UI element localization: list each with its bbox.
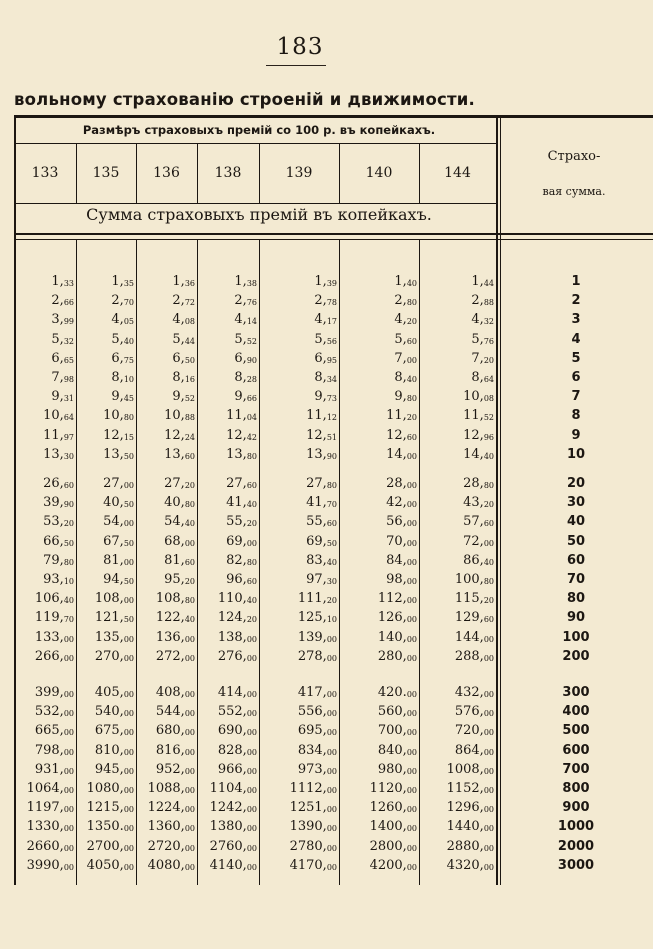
table-cell: $39,_{90}$ bbox=[43, 495, 74, 511]
table-cell: $7,_{00}$ bbox=[394, 350, 417, 366]
table-cell: $11,_{20}$ bbox=[386, 408, 417, 424]
page-number-rule bbox=[266, 65, 326, 66]
table-cell: $4200,_{00}$ bbox=[369, 857, 417, 873]
table-cell: $136,_{00}$ bbox=[155, 629, 195, 645]
table-cell: $144,_{00}$ bbox=[454, 629, 494, 645]
table-cell: $124,_{20}$ bbox=[217, 610, 257, 626]
table-cell: $1330,_{00}$ bbox=[26, 819, 74, 835]
table-cell: $140,_{00}$ bbox=[377, 629, 417, 645]
table-cell: $6,_{50}$ bbox=[172, 350, 195, 366]
table-cell: $1080,_{00}$ bbox=[86, 781, 134, 796]
table-cell: $2,_{66}$ bbox=[51, 293, 74, 309]
table-cell: $1,_{33}$ bbox=[51, 274, 74, 289]
table-cell: $1088,_{00}$ bbox=[147, 781, 195, 796]
table-cell: $12,_{60}$ bbox=[386, 427, 417, 443]
sum-insured: 300 bbox=[562, 685, 590, 700]
table-cell: $1152,_{00}$ bbox=[446, 781, 494, 796]
table-cell: $1390,_{00}$ bbox=[289, 819, 337, 835]
table-cell: $680,_{00}$ bbox=[155, 723, 195, 739]
table-cell: $4080,_{00}$ bbox=[147, 857, 195, 873]
table-cell: $108,_{80}$ bbox=[155, 591, 195, 607]
table-cell: $106,_{40}$ bbox=[34, 591, 74, 607]
table-cell: $7,_{20}$ bbox=[471, 350, 494, 366]
table-cell: $8,_{40}$ bbox=[394, 370, 417, 385]
header-rule-1 bbox=[14, 143, 496, 144]
table-cell: $4,_{05}$ bbox=[111, 312, 134, 328]
table-cell: $100,_{80}$ bbox=[454, 572, 494, 587]
table-cell: $81,_{00}$ bbox=[103, 552, 134, 568]
sum-column-rule bbox=[496, 115, 498, 885]
table-cell: $544,_{00}$ bbox=[155, 704, 195, 720]
table-cell: $54,_{00}$ bbox=[103, 514, 134, 530]
table-cell: $5,_{60}$ bbox=[394, 331, 417, 347]
table-cell: $2780,_{00}$ bbox=[289, 838, 337, 854]
table-cell: $556,_{00}$ bbox=[297, 704, 337, 720]
table-cell: $3,_{99}$ bbox=[51, 312, 74, 328]
table-cell: $9,_{52}$ bbox=[172, 389, 195, 405]
table-cell: $108,_{00}$ bbox=[94, 591, 134, 607]
table-cell: $70,_{00}$ bbox=[386, 533, 417, 549]
sum-insured: 30 bbox=[566, 495, 586, 511]
rate-header: 136 bbox=[153, 165, 180, 181]
table-cell: $2700,_{00}$ bbox=[86, 838, 134, 854]
table-cell: $97,_{30}$ bbox=[306, 572, 337, 587]
table-cell: $40,_{80}$ bbox=[164, 495, 195, 511]
table-cell: $2,_{80}$ bbox=[394, 293, 417, 309]
table-cell: $9,_{66}$ bbox=[234, 389, 257, 405]
table-cell: $43,_{20}$ bbox=[463, 495, 494, 511]
table-cell: $288,_{00}$ bbox=[454, 648, 494, 664]
table-cell: $2,_{78}$ bbox=[314, 293, 337, 309]
table-cell: $115,_{20}$ bbox=[454, 591, 494, 607]
table-cell: $1,_{35}$ bbox=[111, 274, 134, 289]
table-cell: $1360,_{00}$ bbox=[147, 819, 195, 835]
table-cell: $125,_{10}$ bbox=[297, 610, 337, 626]
table-cell: $4,_{14}$ bbox=[234, 312, 257, 328]
table-cell: $26,_{60}$ bbox=[43, 476, 74, 491]
table-cell: $675,_{00}$ bbox=[94, 723, 134, 739]
table-cell: $42,_{00}$ bbox=[386, 495, 417, 511]
sum-insured: 4 bbox=[571, 331, 581, 347]
table-cell: $270,_{00}$ bbox=[94, 648, 134, 664]
table-cell: $1,_{39}$ bbox=[314, 274, 337, 289]
table-cell: $9,_{31}$ bbox=[51, 389, 74, 405]
sum-insured: 900 bbox=[562, 800, 590, 816]
table-cell: $8,_{64}$ bbox=[471, 370, 494, 385]
table-cell: $6,_{75}$ bbox=[111, 350, 134, 366]
sum-insured: 500 bbox=[562, 723, 590, 739]
table-cell: $560,_{00}$ bbox=[377, 704, 417, 720]
sum-insured: 90 bbox=[566, 610, 586, 626]
table-cell: $1224,_{00}$ bbox=[147, 800, 195, 816]
table-cell: $1104,_{00}$ bbox=[209, 781, 257, 796]
table-cell: $952,_{00}$ bbox=[155, 761, 195, 777]
sum-insured: 200 bbox=[562, 648, 590, 664]
table-cell: $973,_{00}$ bbox=[297, 761, 337, 777]
table-cell: $4320,_{00}$ bbox=[446, 857, 494, 873]
table-cell: $11,_{97}$ bbox=[43, 427, 74, 443]
rate-header: 133 bbox=[31, 165, 59, 181]
table-cell: $69,_{50}$ bbox=[306, 533, 337, 549]
sum-insured: 40 bbox=[566, 514, 586, 530]
table-cell: $6,_{65}$ bbox=[51, 350, 74, 366]
table-cell: $1197,_{00}$ bbox=[26, 800, 74, 816]
table-cell: $405,_{00}$ bbox=[94, 685, 134, 700]
table-cell: $720,_{00}$ bbox=[454, 723, 494, 739]
table-cell: $1,_{44}$ bbox=[471, 274, 494, 289]
table-cell: $119,_{70}$ bbox=[34, 610, 74, 626]
table-cell: $576,_{00}$ bbox=[454, 704, 494, 720]
table-cell: $1,_{36}$ bbox=[172, 274, 195, 289]
table-cell: $8,_{28}$ bbox=[234, 370, 257, 385]
sum-insured: 600 bbox=[562, 742, 590, 758]
table-cell: $1112,_{00}$ bbox=[289, 781, 337, 796]
sum-insured: 3000 bbox=[557, 857, 595, 873]
table-cell: $28,_{00}$ bbox=[386, 476, 417, 491]
table-cell: $68,_{00}$ bbox=[164, 533, 195, 549]
table-cell: $27,_{20}$ bbox=[164, 476, 195, 491]
table-cell: $66,_{50}$ bbox=[43, 533, 74, 549]
table-cell: $864,_{00}$ bbox=[454, 742, 494, 758]
table-cell: $700,_{00}$ bbox=[377, 723, 417, 739]
table-cell: $13,_{80}$ bbox=[226, 446, 257, 462]
table-cell: $532,_{00}$ bbox=[34, 704, 74, 720]
sum-header-line1: Страхо- bbox=[547, 149, 601, 164]
table-cell: $840,_{00}$ bbox=[377, 742, 417, 758]
table-cell: $11,_{04}$ bbox=[226, 408, 257, 424]
sum-insured: 7 bbox=[571, 389, 581, 405]
table-cell: $1440,_{00}$ bbox=[446, 819, 494, 835]
table-cell: $121,_{50}$ bbox=[94, 610, 134, 626]
page-number: 183 bbox=[276, 34, 324, 60]
table-cell: $41,_{70}$ bbox=[306, 495, 337, 511]
sum-insured: 1 bbox=[571, 274, 581, 289]
table-cell: $67,_{50}$ bbox=[103, 533, 134, 549]
table-cell: $272,_{00}$ bbox=[155, 648, 195, 664]
table-cell: $1400,_{00}$ bbox=[369, 819, 417, 835]
table-cell: $93,_{10}$ bbox=[43, 572, 74, 587]
sum-insured: 50 bbox=[566, 533, 586, 549]
table-cell: $53,_{20}$ bbox=[43, 514, 74, 530]
table-cell: $1242,_{00}$ bbox=[209, 800, 257, 816]
table-cell: $126,_{00}$ bbox=[377, 610, 417, 626]
table-cell: $55,_{60}$ bbox=[306, 514, 337, 530]
table-cell: $540,_{00}$ bbox=[94, 704, 134, 720]
table-cell: $135,_{00}$ bbox=[94, 629, 134, 645]
table-cell: $13,_{90}$ bbox=[306, 446, 337, 462]
header-bottom-rule-thin bbox=[14, 239, 653, 240]
table-cell: $94,_{50}$ bbox=[103, 572, 134, 587]
table-cell: $2880,_{00}$ bbox=[446, 838, 494, 854]
rate-header: 139 bbox=[285, 165, 313, 181]
table-cell: $4,_{20}$ bbox=[394, 312, 417, 328]
table-cell: $4170,_{00}$ bbox=[289, 857, 337, 873]
table-cell: $13,_{60}$ bbox=[164, 446, 195, 462]
table-cell: $9,_{73}$ bbox=[314, 389, 337, 405]
table-cell: $2,_{72}$ bbox=[172, 293, 195, 309]
table-cell: $816,_{00}$ bbox=[155, 742, 195, 758]
sum-insured: 9 bbox=[571, 427, 581, 443]
sum-insured: 3 bbox=[571, 312, 581, 328]
table-cell: $408,_{00}$ bbox=[155, 685, 195, 700]
table-cell: $5,_{52}$ bbox=[234, 331, 257, 347]
table-cell: $552,_{00}$ bbox=[217, 704, 257, 720]
table-cell: $7,_{98}$ bbox=[51, 370, 74, 385]
sum-insured: 10 bbox=[566, 446, 586, 462]
table-cell: $980,_{00}$ bbox=[377, 761, 417, 777]
table-cell: $266,_{00}$ bbox=[34, 648, 74, 664]
table-cell: $4140,_{00}$ bbox=[209, 857, 257, 873]
table-cell: $2660,_{00}$ bbox=[26, 838, 74, 854]
table-cell: $98,_{00}$ bbox=[386, 572, 417, 587]
table-cell: $828,_{00}$ bbox=[217, 742, 257, 758]
table-cell: $10,_{88}$ bbox=[164, 408, 195, 424]
rate-header: 138 bbox=[214, 165, 242, 181]
table-cell: $931,_{00}$ bbox=[34, 761, 74, 777]
sum-insured: 400 bbox=[562, 704, 590, 720]
table-cell: $4,_{17}$ bbox=[314, 312, 337, 328]
table-cell: $278,_{00}$ bbox=[297, 648, 337, 664]
sum-insured: 70 bbox=[566, 572, 586, 587]
sum-insured: 5 bbox=[571, 350, 581, 366]
table-cell: $6,_{95}$ bbox=[314, 350, 337, 366]
table-cell: $13,_{30}$ bbox=[43, 446, 74, 462]
table-cell: $417,_{00}$ bbox=[297, 685, 337, 700]
table-cell: $798,_{00}$ bbox=[34, 742, 74, 758]
table-cell: $133,_{00}$ bbox=[34, 629, 74, 645]
table-cell: $4,_{32}$ bbox=[471, 312, 494, 328]
table-cell: $695,_{00}$ bbox=[297, 723, 337, 739]
running-title: вольному страхованію строеній и движимости. bbox=[14, 90, 475, 109]
table-cell: $8,_{34}$ bbox=[314, 370, 337, 385]
table-cell: $1064,_{00}$ bbox=[26, 781, 74, 796]
table-cell: $12,_{42}$ bbox=[226, 427, 257, 443]
table-cell: $276,_{00}$ bbox=[217, 648, 257, 664]
table-cell: $1008,_{00}$ bbox=[446, 761, 494, 777]
table-cell: $81,_{60}$ bbox=[164, 552, 195, 568]
table-cell: $40,_{50}$ bbox=[103, 495, 134, 511]
sum-insured: 1000 bbox=[557, 819, 595, 835]
table-cell: $95,_{20}$ bbox=[164, 572, 195, 587]
table-cell: $1260,_{00}$ bbox=[369, 800, 417, 816]
table-cell: $414,_{00}$ bbox=[217, 685, 257, 700]
table-cell: $57,_{60}$ bbox=[463, 514, 494, 530]
table-cell: $138,_{00}$ bbox=[217, 629, 257, 645]
table-cell: $14,_{40}$ bbox=[463, 446, 494, 462]
table-cell: $11,_{52}$ bbox=[463, 408, 494, 424]
table-cell: $56,_{00}$ bbox=[386, 514, 417, 530]
table-cell: $27,_{80}$ bbox=[306, 476, 337, 491]
table-cell: $12,_{15}$ bbox=[103, 427, 134, 443]
table-cell: $2760,_{00}$ bbox=[209, 838, 257, 854]
table-cell: $41,_{40}$ bbox=[226, 495, 257, 511]
table-cell: $11,_{12}$ bbox=[306, 408, 337, 424]
rate-header: 135 bbox=[92, 165, 120, 181]
table-cell: $4,_{08}$ bbox=[172, 312, 195, 328]
table-cell: $139,_{00}$ bbox=[297, 629, 337, 645]
sum-header-line2: вая сумма. bbox=[542, 185, 606, 198]
table-cell: $2,_{76}$ bbox=[234, 293, 257, 309]
sum-insured: 8 bbox=[571, 408, 581, 424]
table-cell: $399,_{00}$ bbox=[34, 685, 74, 700]
sum-insured: 2000 bbox=[557, 838, 595, 854]
table-cell: $1120,_{00}$ bbox=[369, 781, 417, 796]
table-cell: $96,_{60}$ bbox=[226, 572, 257, 587]
table-cell: $10,_{64}$ bbox=[43, 408, 74, 424]
table-cell: $3990,_{00}$ bbox=[26, 857, 74, 873]
table-cell: $5,_{32}$ bbox=[51, 331, 74, 347]
sum-insured: 60 bbox=[566, 552, 586, 568]
table-cell: $111,_{20}$ bbox=[297, 591, 337, 607]
header-bottom: Сумма страховыхъ премій въ копейкахъ. bbox=[86, 205, 432, 224]
table-cell: $1251,_{00}$ bbox=[289, 800, 337, 816]
table-cell: $280,_{00}$ bbox=[377, 648, 417, 664]
header-top: Размѣръ страховыхъ премій со 100 р. въ копейкахъ. bbox=[82, 123, 436, 137]
table-cell: $10,_{08}$ bbox=[463, 389, 494, 405]
premium-table bbox=[14, 115, 653, 885]
sum-insured: 80 bbox=[566, 591, 586, 607]
table-cell: $13,_{50}$ bbox=[103, 446, 134, 462]
table-top-rule bbox=[14, 115, 653, 118]
table-cell: $690,_{00}$ bbox=[217, 723, 257, 739]
sum-insured: 100 bbox=[562, 629, 590, 645]
table-cell: $72,_{00}$ bbox=[463, 533, 494, 549]
table-cell: $1350._{00}$ bbox=[86, 819, 134, 835]
table-cell: $112,_{00}$ bbox=[377, 591, 417, 607]
table-cell: $79,_{80}$ bbox=[43, 552, 74, 568]
table-cell: $10,_{80}$ bbox=[103, 408, 134, 424]
table-cell: $810,_{00}$ bbox=[94, 742, 134, 758]
table-cell: $2,_{88}$ bbox=[471, 293, 494, 309]
table-cell: $834,_{00}$ bbox=[297, 742, 337, 758]
table-cell: $14,_{00}$ bbox=[386, 446, 417, 462]
table-cell: $27,_{00}$ bbox=[103, 476, 134, 491]
table-cell: $12,_{24}$ bbox=[164, 427, 195, 443]
table-cell: $82,_{80}$ bbox=[226, 552, 257, 568]
table-cell: $1,_{40}$ bbox=[394, 274, 417, 289]
header-bottom-rule bbox=[14, 233, 653, 235]
table-cell: $432,_{00}$ bbox=[454, 685, 494, 700]
sum-insured: 2 bbox=[571, 293, 581, 309]
table-cell: $9,_{45}$ bbox=[111, 389, 134, 405]
table-cell: $9,_{80}$ bbox=[394, 389, 417, 405]
table-cell: $5,_{44}$ bbox=[172, 331, 195, 347]
table-cell: $84,_{00}$ bbox=[386, 552, 417, 568]
table-cell: $5,_{40}$ bbox=[111, 331, 134, 347]
table-cell: $27,_{60}$ bbox=[226, 476, 257, 491]
rate-header: 144 bbox=[444, 165, 471, 181]
table-cell: $5,_{56}$ bbox=[314, 331, 337, 347]
table-cell: $2800,_{00}$ bbox=[369, 838, 417, 854]
table-cell: $129,_{60}$ bbox=[454, 610, 494, 626]
table-cell: $2,_{70}$ bbox=[111, 293, 134, 309]
sum-insured: 6 bbox=[571, 370, 581, 385]
table-cell: $28,_{80}$ bbox=[463, 476, 494, 491]
table-cell: $4050,_{00}$ bbox=[86, 857, 134, 873]
table-cell: $6,_{90}$ bbox=[234, 350, 257, 366]
table-cell: $12,_{96}$ bbox=[463, 427, 494, 443]
table-cell: $8,_{10}$ bbox=[111, 370, 134, 385]
table-cell: $1296,_{00}$ bbox=[446, 800, 494, 816]
sum-insured: 800 bbox=[562, 781, 590, 796]
table-cell: $5,_{76}$ bbox=[471, 331, 494, 347]
table-cell: $86,_{40}$ bbox=[463, 552, 494, 568]
sum-insured: 20 bbox=[566, 476, 586, 491]
table-cell: $110,_{40}$ bbox=[217, 591, 257, 607]
table-cell: $1,_{38}$ bbox=[234, 274, 257, 289]
table-cell: $55,_{20}$ bbox=[226, 514, 257, 530]
table-cell: $12,_{51}$ bbox=[306, 427, 337, 443]
header-rule-2 bbox=[14, 203, 496, 204]
table-cell: $420._{00}$ bbox=[377, 685, 417, 700]
table-cell: $665,_{00}$ bbox=[34, 723, 74, 739]
table-cell: $122,_{40}$ bbox=[155, 610, 195, 626]
sum-insured: 700 bbox=[562, 761, 590, 777]
table-cell: $54,_{40}$ bbox=[164, 514, 195, 530]
table-cell: $945,_{00}$ bbox=[94, 761, 134, 777]
table-cell: $966,_{00}$ bbox=[217, 761, 257, 777]
table-cell: $1215,_{00}$ bbox=[86, 800, 134, 816]
table-cell: $69,_{00}$ bbox=[226, 533, 257, 549]
rate-header: 140 bbox=[365, 165, 393, 181]
table-cell: $83,_{40}$ bbox=[306, 552, 337, 568]
table-cell: $1380,_{00}$ bbox=[209, 819, 257, 835]
table-cell: $2720,_{00}$ bbox=[147, 838, 195, 854]
table-cell: $8,_{16}$ bbox=[172, 370, 195, 385]
